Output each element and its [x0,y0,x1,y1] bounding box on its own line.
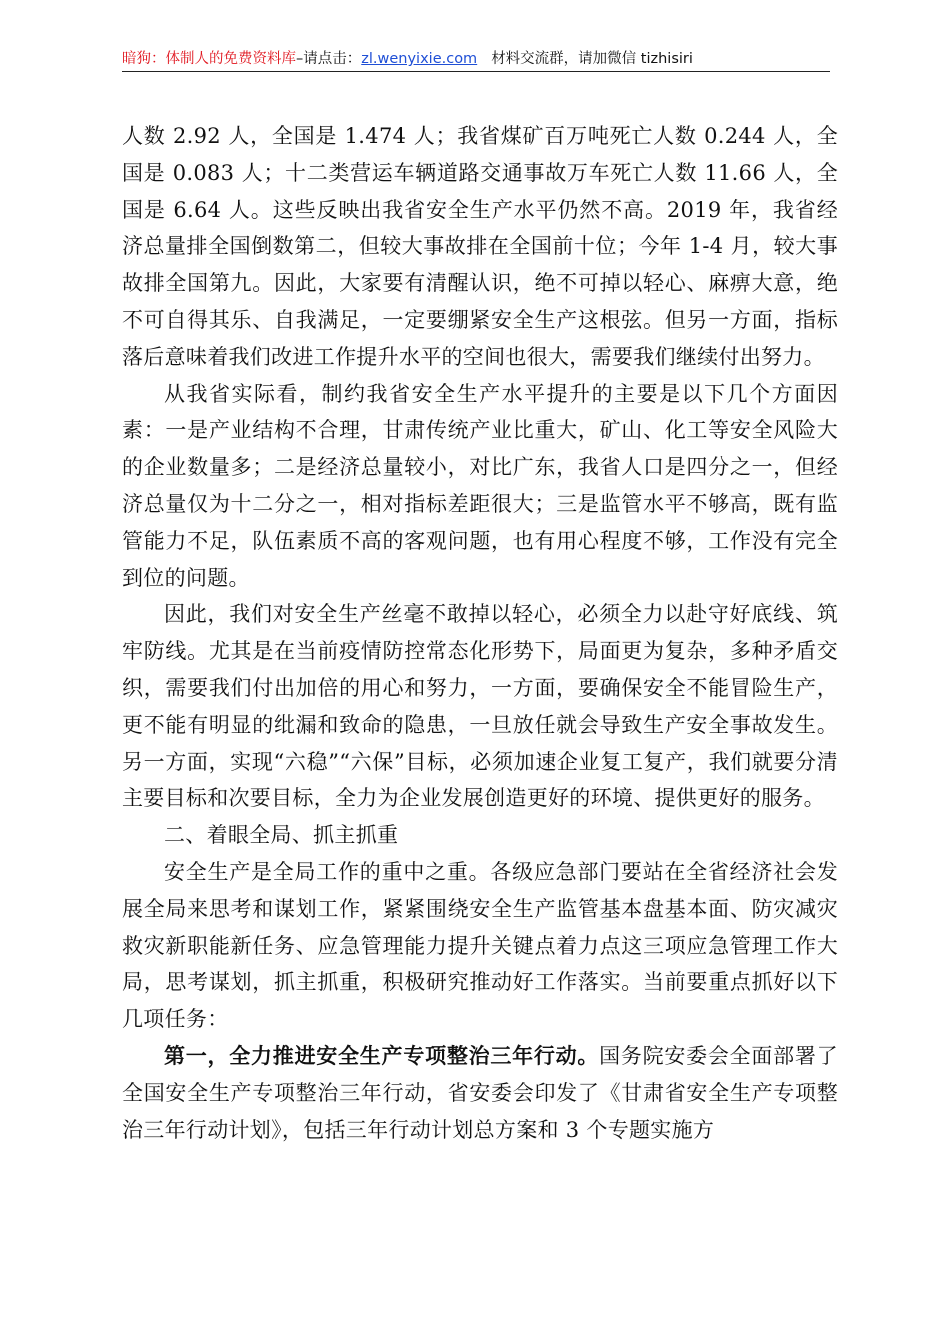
header-url-link[interactable]: zl.wenyixie.com [361,51,478,67]
first-task-title: 第一，全力推进安全生产专项整治三年行动。 [164,1042,600,1068]
section-heading-2: 二、着眼全局、抓主抓重 [164,823,399,848]
paragraph-therefore: 因此，我们对安全生产丝毫不敢掉以轻心，必须全力以赴守好底线、筑牢防线。尤其是在当前疫情防控常态化形势下，局面更为复杂，多种矛盾交织，需要我们付出加倍的用心和努力，一方面，要确保安全不能冒险生产，更不能有明显的纰漏和致命的隐患，一旦放任就会导致生产安全事故发生。另一方面，实现“六稳”“六保”目标，必须加速企业复工复产，我们就要分清主要目标和次要目标，全力为企业发展创造更好的环境、提供更好的服务。 [122,602,838,811]
paragraph-first-task [122,1038,838,1148]
header-click-prompt: –请点击： [296,51,362,67]
paragraph-factors: 从我省实际看，制约我省安全生产水平提升的主要是以下几个方面因素：一是产业结构不合理，甘肃传统产业比重大，矿山、化工等安全风险大的企业数量多；二是经济总量较小，对比广东，我省人口是四分之一，但经济总量仅为十二分之一，相对指标差距很大；三是监管水平不够高，既有监管能力不足，队伍素质不高的客观问题，也有用心程度不够，工作没有完全到位的问题。 [122,381,838,590]
header-brand: 暗狗：体制人的免费资料库 [122,51,296,67]
paragraph-continued: 人数 2.92 人，全国是 1.474 人；我省煤矿百万吨死亡人数 0.244 人，全国是 0.083 人；十二类营运车辆道路交通事故万车死亡人数 11.66 人，全国是 6.64 人。这些反映出我省安全生产水平仍然不高。2019 年，我省经济总量排全国倒数第二，但较大事故排在全国前十位；今年 1-4 月，较大事故排全国第九。因此，大家要有清醒认识，绝不可掉以轻心、麻痹大意，绝不可自得其乐、自我满足，一定要绷紧安全生产这根弦。但另一方面，指标落后意味着我们改进工作提升水平的空间也很大，需要我们继续付出努力。 [122,124,838,369]
document-body [122,118,838,1148]
header-divider [122,71,830,72]
page-header [122,48,830,70]
header-wechat-note: 材料交流群，请加微信 tizhisiri [491,51,693,67]
first-task-text: 国务院安委会全面部署了全国安全生产专项整治三年行动，省安委会印发了《甘肃省安全生产专项整治三年行动计划》，包括三年行动计划总方案和 3 个专题实施方 [122,1043,838,1142]
paragraph-overall: 安全生产是全局工作的重中之重。各级应急部门要站在全省经济社会发展全局来思考和谋划工作，紧紧围绕安全生产监管基本盘基本面、防灾减灾救灾新职能新任务、应急管理能力提升关键点着力点这三项应急管理工作大局，思考谋划，抓主抓重，积极研究推动好工作落实。当前要重点抓好以下几项任务： [122,859,838,1032]
